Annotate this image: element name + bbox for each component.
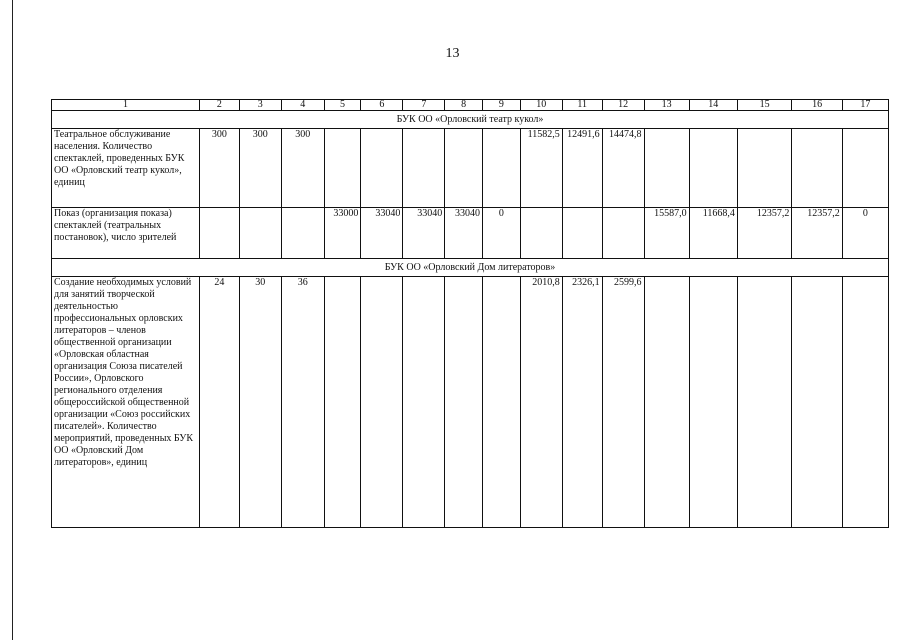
table-row — [52, 208, 889, 259]
column-header: 11 — [562, 100, 602, 111]
column-header: 5 — [324, 100, 361, 111]
table-cell — [199, 208, 239, 259]
table-cell — [520, 208, 562, 259]
table-cell: 2010,8 — [520, 277, 562, 528]
table-cell: 2599,6 — [602, 277, 644, 528]
column-header: 12 — [602, 100, 644, 111]
column-header: 2 — [199, 100, 239, 111]
section-row — [52, 259, 889, 277]
table-cell — [324, 277, 361, 528]
table-cell — [602, 208, 644, 259]
table-cell: 12357,2 — [792, 208, 842, 259]
table-cell — [737, 129, 792, 208]
table-cell — [361, 277, 403, 528]
table-cell — [324, 129, 361, 208]
table-row — [52, 277, 889, 528]
section-title: БУК ОО «Орловский Дом литераторов» — [52, 259, 889, 277]
table-cell: 11582,5 — [520, 129, 562, 208]
indicators-table — [51, 99, 889, 528]
table-cell: 33040 — [403, 208, 445, 259]
table-cell: 14474,8 — [602, 129, 644, 208]
table-cell — [239, 208, 281, 259]
indicator-description: Создание необходимых условий для занятий творческой деятельностью профессиональных орловских литераторов – членов общественной организации «Орловская областная организация Союза писателей России», Орловского регионального отделения общероссийской общественной организации «Союз российских писателей». Количество мероприятий, проведенных БУК ОО «Орловский Дом литераторов», единиц — [52, 277, 200, 528]
table-cell: 11668,4 — [689, 208, 737, 259]
table-cell: 300 — [199, 129, 239, 208]
page-number: 13 — [445, 46, 460, 61]
table-cell: 2326,1 — [562, 277, 602, 528]
table-cell — [445, 277, 483, 528]
table-cell — [842, 277, 888, 528]
page-margin-line — [12, 0, 13, 640]
column-header: 1 — [52, 100, 200, 111]
table-cell — [281, 208, 324, 259]
table-cell: 0 — [842, 208, 888, 259]
column-header: 4 — [281, 100, 324, 111]
table-cell: 24 — [199, 277, 239, 528]
table-cell — [483, 277, 521, 528]
indicator-description: Театральное обслуживание населения. Количество спектаклей, проведенных БУК ОО «Орловский театр кукол», единиц — [52, 129, 200, 208]
table-cell — [562, 208, 602, 259]
table-cell — [403, 277, 445, 528]
column-header: 14 — [689, 100, 737, 111]
table-row — [52, 129, 889, 208]
table-cell — [644, 129, 689, 208]
table-cell: 36 — [281, 277, 324, 528]
table-cell: 12491,6 — [562, 129, 602, 208]
column-header: 8 — [445, 100, 483, 111]
table-cell — [689, 129, 737, 208]
column-number-row — [52, 100, 889, 111]
table-cell: 0 — [483, 208, 521, 259]
table-cell — [792, 277, 842, 528]
table-cell: 15587,0 — [644, 208, 689, 259]
table-cell: 33000 — [324, 208, 361, 259]
table-cell: 30 — [239, 277, 281, 528]
table-cell — [644, 277, 689, 528]
table-cell: 12357,2 — [737, 208, 792, 259]
table-cell — [842, 129, 888, 208]
table-cell — [483, 129, 521, 208]
table-cell — [361, 129, 403, 208]
column-header: 10 — [520, 100, 562, 111]
table-cell — [689, 277, 737, 528]
column-header: 13 — [644, 100, 689, 111]
table-cell: 300 — [281, 129, 324, 208]
column-header: 15 — [737, 100, 792, 111]
table-cell: 300 — [239, 129, 281, 208]
table-cell: 33040 — [445, 208, 483, 259]
column-header: 3 — [239, 100, 281, 111]
table-cell — [403, 129, 445, 208]
column-header: 7 — [403, 100, 445, 111]
table-cell: 33040 — [361, 208, 403, 259]
table-cell — [792, 129, 842, 208]
column-header: 16 — [792, 100, 842, 111]
indicator-description: Показ (организация показа) спектаклей (театральных постановок), число зрителей — [52, 208, 200, 259]
table-cell — [737, 277, 792, 528]
table-cell — [445, 129, 483, 208]
column-header: 9 — [483, 100, 521, 111]
column-header: 6 — [361, 100, 403, 111]
section-title: БУК ОО «Орловский театр кукол» — [52, 111, 889, 129]
column-header: 17 — [842, 100, 888, 111]
section-row — [52, 111, 889, 129]
